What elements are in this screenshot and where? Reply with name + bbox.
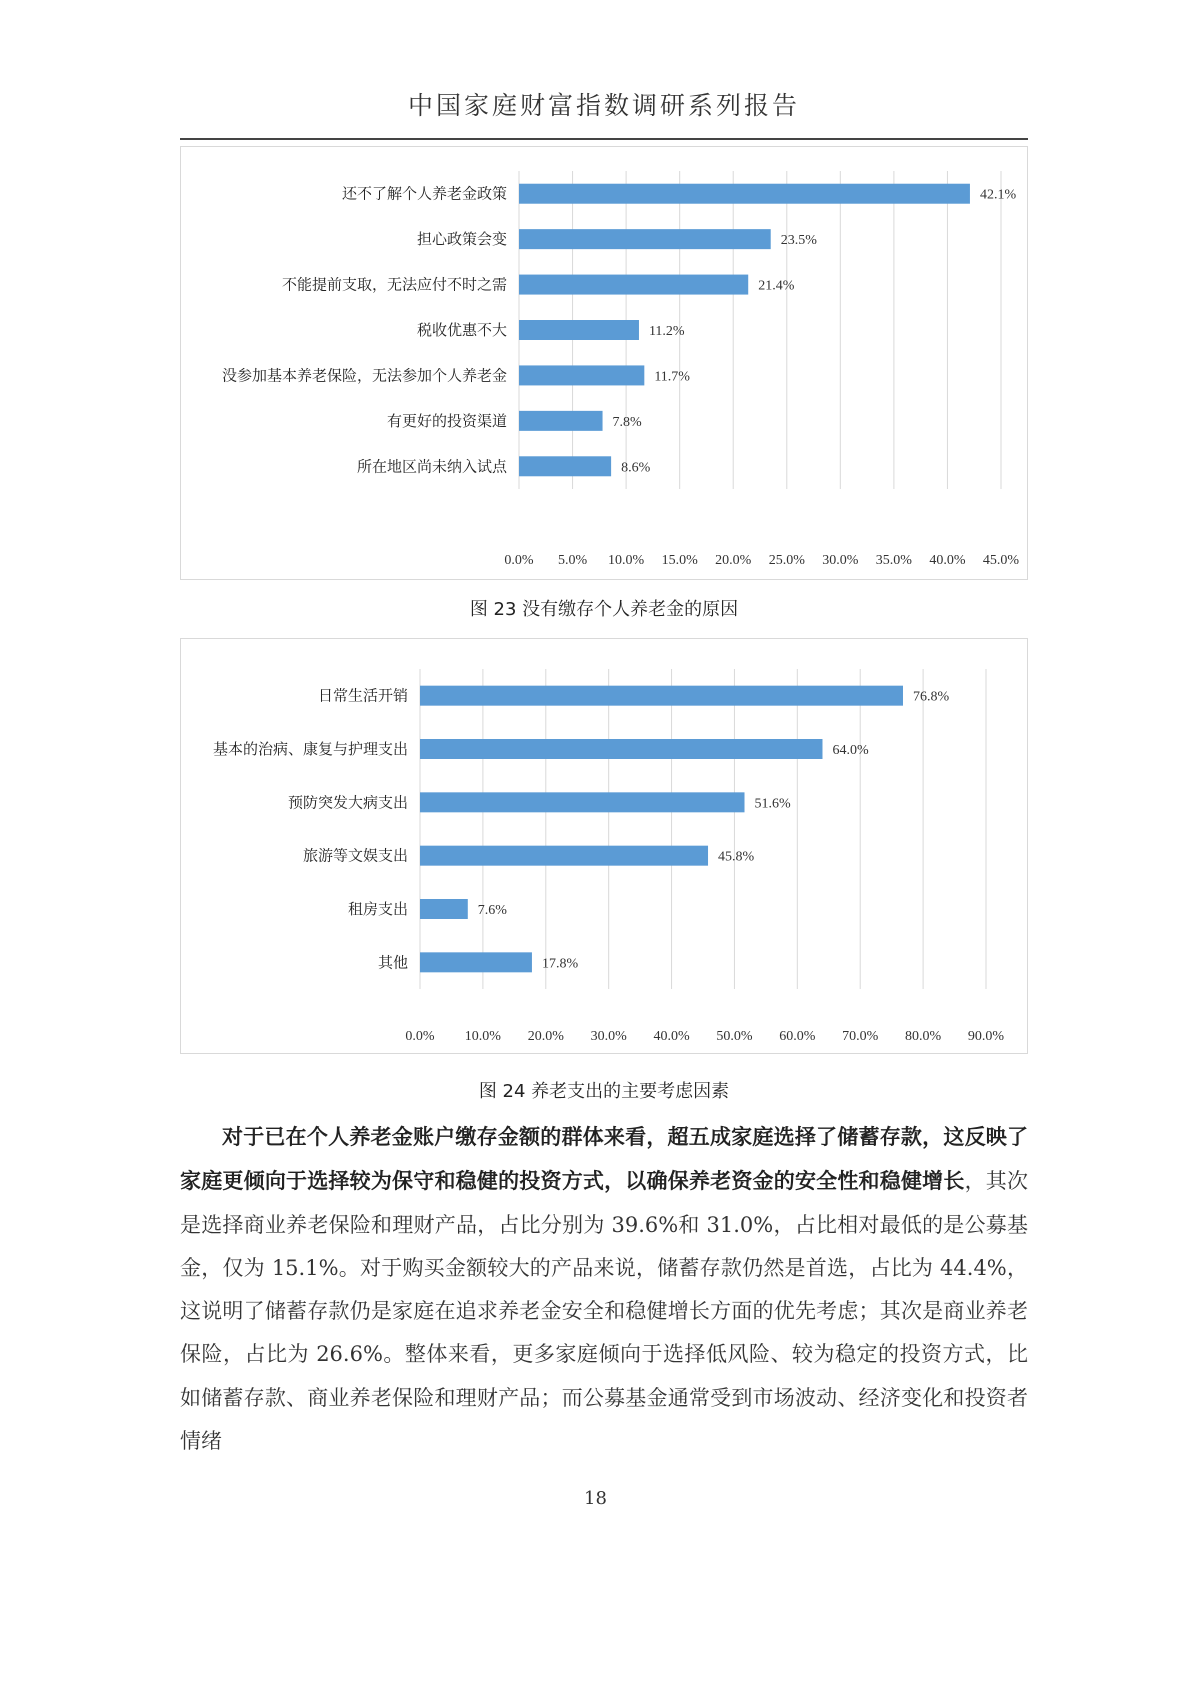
category-label: 税收优惠不大 <box>416 321 507 339</box>
data-label: 76.8% <box>912 689 950 705</box>
x-tick-label: 0.0% <box>504 553 534 568</box>
bar <box>420 846 708 866</box>
x-tick-label: 20.0% <box>715 553 752 568</box>
category-label: 基本的治病、康复与护理支出 <box>212 740 408 758</box>
x-tick-label: 40.0% <box>929 553 966 568</box>
x-tick-label: 20.0% <box>527 1029 564 1044</box>
bar <box>519 320 639 340</box>
data-label: 11.2% <box>648 324 685 339</box>
data-label: 17.8% <box>541 956 579 972</box>
x-tick-label: 35.0% <box>875 553 912 568</box>
body-paragraph <box>180 1115 1028 1463</box>
chart-2-svg <box>181 639 1027 1053</box>
x-tick-label: 30.0% <box>822 553 859 568</box>
data-label: 23.5% <box>780 233 817 249</box>
category-label: 担心政策会变 <box>416 230 507 249</box>
data-label: 8.6% <box>621 460 651 476</box>
bar <box>519 411 603 431</box>
figure-23-caption: 图 23 没有缴存个人养老金的原因 <box>469 599 739 620</box>
category-label: 其他 <box>377 953 408 972</box>
body-emphasis-text: 对于已在个人养老金账户缴存金额的群体来看，超五成家庭选择了储蓄存款，这反映了家庭更倾向于选择较为保守和稳健的投资方式，以确保养老资金的安全性和稳健增长 <box>180 1124 1028 1194</box>
category-label: 还不了解个人养老金政策 <box>341 184 507 203</box>
x-tick-label: 70.0% <box>842 1029 879 1044</box>
page-header-title: 中国家庭财富指数调研系列报告 <box>407 91 800 120</box>
figure-24-caption: 图 24 养老支出的主要考虑因素 <box>478 1081 730 1102</box>
x-tick-label: 80.0% <box>905 1029 942 1044</box>
data-label: 11.7% <box>654 369 690 385</box>
data-label: 64.0% <box>832 743 869 758</box>
bar <box>420 952 532 972</box>
data-label: 51.6% <box>754 796 791 812</box>
category-label: 有更好的投资渠道 <box>386 411 507 430</box>
data-label: 7.6% <box>477 903 507 918</box>
chart-no-contribution-reasons <box>180 146 1028 580</box>
bar <box>519 365 644 385</box>
chart-1-svg <box>181 147 1027 579</box>
bar <box>519 456 611 476</box>
x-tick-label: 0.0% <box>405 1029 435 1044</box>
page-number: 18 <box>584 1488 607 1509</box>
x-tick-label: 50.0% <box>716 1029 753 1044</box>
x-tick-label: 45.0% <box>982 553 1020 568</box>
category-label: 所在地区尚未纳入试点 <box>356 457 507 476</box>
bar <box>519 275 748 295</box>
bar <box>420 792 745 812</box>
chart-pension-spending-factors <box>180 638 1028 1054</box>
data-label: 45.8% <box>718 849 755 865</box>
bar <box>519 184 970 204</box>
data-label: 7.8% <box>612 414 642 430</box>
category-label: 日常生活开销 <box>317 686 408 705</box>
bar <box>420 686 903 706</box>
bar <box>420 899 468 919</box>
category-label: 租房支出 <box>347 900 408 918</box>
header-rule <box>180 138 1028 140</box>
x-tick-label: 10.0% <box>464 1029 501 1044</box>
bar <box>519 229 771 249</box>
category-label: 预防突发大病支出 <box>287 793 408 812</box>
data-label: 42.1% <box>979 187 1017 203</box>
bar <box>420 739 822 759</box>
category-label: 没参加基本养老保险，无法参加个人养老金 <box>221 366 507 385</box>
data-label: 21.4% <box>758 278 795 294</box>
category-label: 旅游等文娱支出 <box>302 846 408 865</box>
x-tick-label: 25.0% <box>768 553 805 568</box>
x-tick-label: 90.0% <box>967 1029 1005 1044</box>
body-text: ，其次是选择商业养老保险和理财产品，占比分别为 39.6%和 31.0%，占比相对最低的是公募基金，仅为 15.1%。对于购买金额较大的产品来说，储蓄存款仍然是首选，占比为 44.4%，这说明了储蓄存款仍是家庭在追求养老金安全和稳健增长方面的优先考虑；其次是商业养老保险，占比为 26.6%。整体来看，更多家庭倾向于选择低风险、较为稳定的投资方式，比如储蓄存款、商业养老保险和理财产品；而公募基金通常受到市场波动、经济变化和投资者情绪 <box>180 1169 1029 1454</box>
x-tick-label: 30.0% <box>590 1029 627 1044</box>
category-label: 不能提前支取，无法应付不时之需 <box>281 275 507 294</box>
x-tick-label: 10.0% <box>608 553 645 568</box>
x-tick-label: 40.0% <box>653 1029 690 1044</box>
x-tick-label: 5.0% <box>557 553 588 568</box>
x-tick-label: 15.0% <box>661 553 698 568</box>
x-tick-label: 60.0% <box>779 1029 816 1044</box>
